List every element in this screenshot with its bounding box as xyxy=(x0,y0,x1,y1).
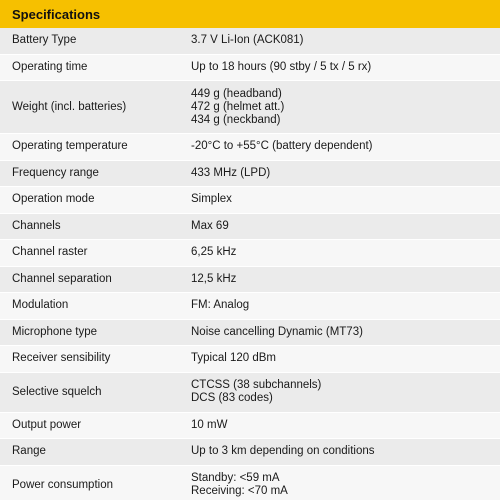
spec-row-operating-temperature xyxy=(0,134,500,161)
spec-label: Operation mode xyxy=(12,193,95,206)
spec-label: Frequency range xyxy=(12,166,99,179)
spec-row-frequency-range xyxy=(0,161,500,188)
spec-row-channels xyxy=(0,214,500,241)
spec-row-selective-squelch xyxy=(0,373,500,413)
spec-row-microphone-type xyxy=(0,320,500,347)
spec-label: Output power xyxy=(12,418,82,431)
spec-value: 12,5 kHz xyxy=(191,272,237,285)
spec-row-operating-time xyxy=(0,55,500,82)
spec-row-modulation xyxy=(0,293,500,320)
spec-value: -20°C to +55°C (battery dependent) xyxy=(191,140,373,153)
spec-label: Selective squelch xyxy=(12,385,102,398)
spec-label: Receiver sensibility xyxy=(12,352,111,365)
spec-label: Operating time xyxy=(12,60,88,73)
spec-value: CTCSS (38 subchannels) DCS (83 codes) xyxy=(191,379,322,404)
spec-value: Standby: <59 mA Receiving: <70 mA xyxy=(191,472,288,497)
spec-value: FM: Analog xyxy=(191,299,250,312)
spec-row-channel-raster xyxy=(0,240,500,267)
spec-row-channel-separation xyxy=(0,267,500,294)
spec-value: 433 MHz (LPD) xyxy=(191,166,271,179)
spec-label: Modulation xyxy=(12,299,69,312)
specifications-title: Specifications xyxy=(12,6,101,22)
spec-value: 449 g (headband) 472 g (helmet att.) 434 g (neckband) xyxy=(191,87,285,126)
spec-label: Microphone type xyxy=(12,325,98,338)
spec-row-operation-mode xyxy=(0,187,500,214)
spec-row-receiver-sensibility xyxy=(0,346,500,373)
spec-value: Up to 3 km depending on conditions xyxy=(191,445,375,458)
spec-label: Channels xyxy=(12,219,61,232)
spec-value: Typical 120 dBm xyxy=(191,352,277,365)
specifications-header xyxy=(0,0,500,28)
spec-label: Channel raster xyxy=(12,246,88,259)
spec-value: Simplex xyxy=(191,193,232,206)
spec-row-weight xyxy=(0,81,500,134)
spec-label: Range xyxy=(12,445,46,458)
spec-value: 6,25 kHz xyxy=(191,246,237,259)
spec-label: Battery Type xyxy=(12,34,77,47)
spec-row-power-consumption xyxy=(0,466,500,500)
spec-row-output-power xyxy=(0,413,500,440)
spec-rows xyxy=(0,28,500,500)
spec-value: Noise cancelling Dynamic (MT73) xyxy=(191,325,363,338)
spec-row-battery-type xyxy=(0,28,500,55)
spec-value: Up to 18 hours (90 stby / 5 tx / 5 rx) xyxy=(191,60,372,73)
spec-value: 3.7 V Li-Ion (ACK081) xyxy=(191,34,304,47)
spec-value: 10 mW xyxy=(191,418,228,431)
spec-value: Max 69 xyxy=(191,219,229,232)
spec-label: Power consumption xyxy=(12,478,113,491)
spec-label: Operating temperature xyxy=(12,140,128,153)
spec-label: Channel separation xyxy=(12,272,112,285)
spec-label: Weight (incl. batteries) xyxy=(12,100,127,113)
spec-row-range xyxy=(0,439,500,466)
